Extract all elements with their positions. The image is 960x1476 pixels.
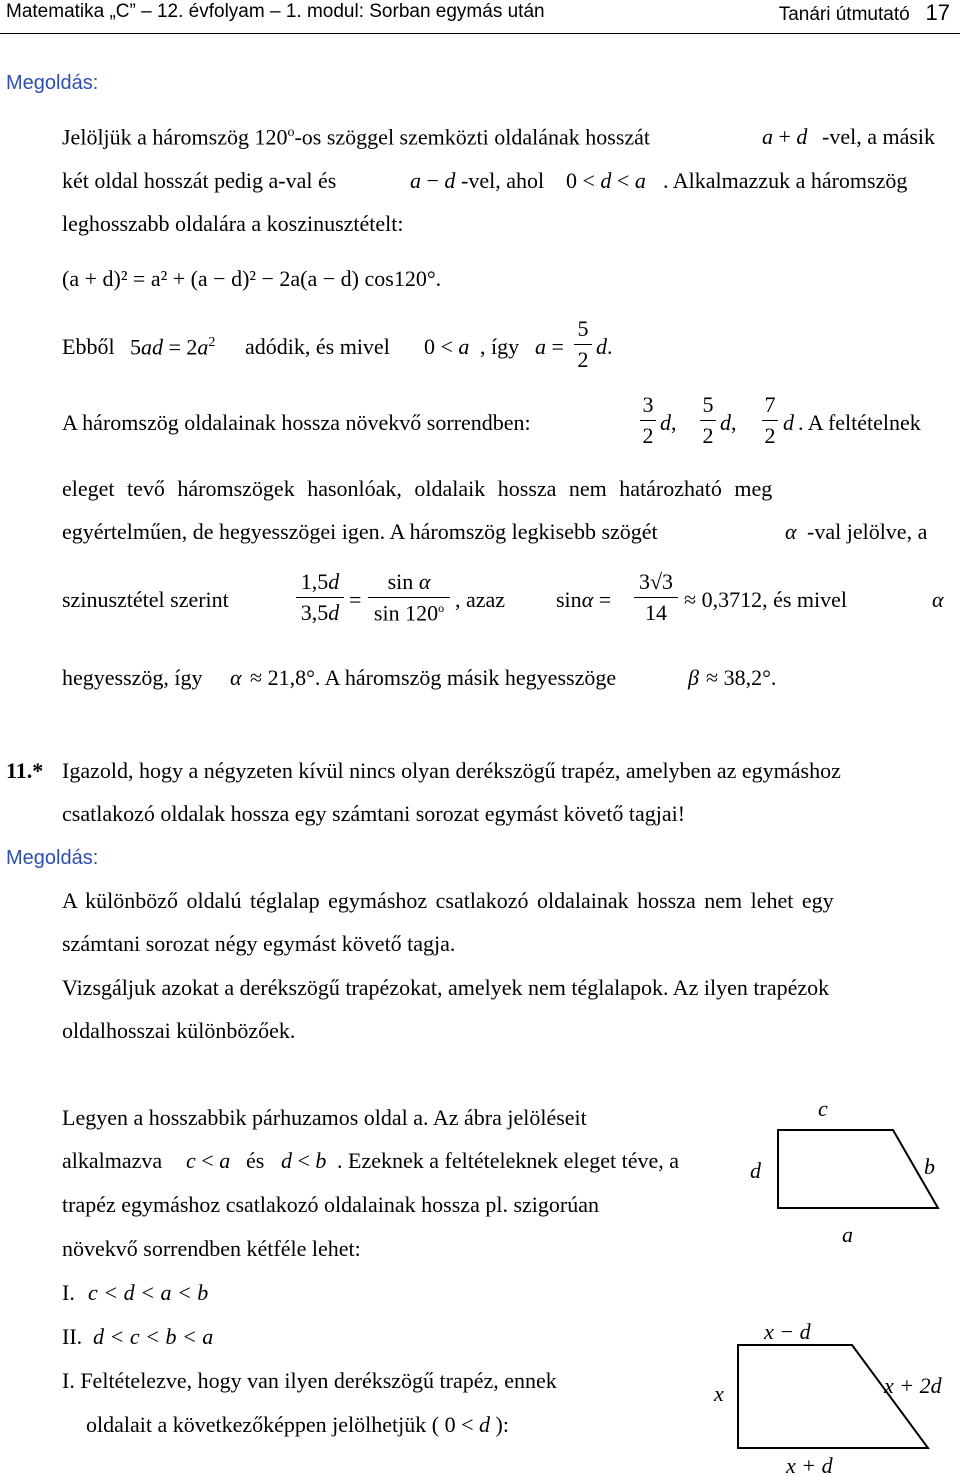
formula-0-lt-a: 0 < a bbox=[424, 334, 470, 359]
case-formula: c < d < a < b bbox=[88, 1280, 209, 1305]
text-line: Legyen a hosszabbik párhuzamos oldal a. Az ábra jelöléseit bbox=[62, 1105, 587, 1130]
page-number: 17 bbox=[925, 0, 950, 25]
fraction-sine: sin α sin 120$^o$ bbox=[368, 571, 450, 624]
case-label: II. bbox=[62, 1324, 83, 1349]
formula-d: d, bbox=[660, 410, 677, 435]
header-right bbox=[779, 0, 950, 26]
label-top: c bbox=[818, 1096, 828, 1121]
text-line: egyértelműen, de hegyesszögei igen. A háromszög legkisebb szögét bbox=[62, 519, 658, 544]
text-line: adódik, és mivel bbox=[245, 334, 390, 359]
text-line: Vizsgáljuk azokat a derékszögű trapézokat, amelyek nem téglalapok. Az ilyen trapézok bbox=[62, 975, 830, 1000]
text-line: . A feltételnek bbox=[798, 410, 921, 435]
task-text: csatlakozó oldalak hossza egy számtani sorozat egymást követő tagjai! bbox=[62, 801, 686, 826]
alpha-symbol: α bbox=[230, 665, 242, 690]
label-right: b bbox=[924, 1154, 935, 1179]
case-label: I. bbox=[62, 1280, 75, 1305]
task-text: Igazold, hogy a négyzeten kívül nincs olyan derékszögű trapéz, amelyben az egymáshoz bbox=[62, 758, 841, 783]
text-line: és bbox=[246, 1148, 265, 1173]
text-line: növekvő sorrendben kétféle lehet: bbox=[62, 1236, 361, 1261]
fraction-ratio: 1,5d 3,5d bbox=[296, 571, 344, 624]
text-line: ≈ 21,8°. A háromszög másik hegyesszöge bbox=[250, 665, 617, 690]
text-line: Ebből bbox=[62, 334, 115, 359]
text-line: leghosszabb oldalára a koszinusztételt: bbox=[62, 211, 404, 236]
text-line: -val jelölve, a bbox=[807, 519, 928, 544]
text-line: -vel, a másik bbox=[822, 124, 936, 149]
text-line: oldalait a következőképpen jelölhetjük ( 0 < d ): bbox=[86, 1412, 509, 1437]
text-line: , így bbox=[480, 334, 520, 359]
formula-d: d bbox=[783, 410, 794, 435]
label-bottom: x + d bbox=[786, 1453, 833, 1476]
text-line: eleget tevő háromszögek hasonlóak, oldalaik hossza nem határozható meg bbox=[62, 476, 773, 501]
solution-heading: Megoldás: bbox=[6, 72, 99, 94]
solution-heading: Megoldás: bbox=[6, 847, 99, 869]
text-line: -vel, ahol bbox=[461, 168, 545, 193]
formula-d: d. bbox=[596, 334, 613, 359]
formula-d-lt-b: d < b bbox=[281, 1148, 327, 1173]
fraction-root3: 3√3 14 bbox=[634, 571, 678, 624]
formula-5ad: $5ad = 2a^2$ bbox=[130, 334, 216, 360]
text-line: A különböző oldalú téglalap egymáshoz csatlakozó oldalainak hossza nem lehet egy bbox=[62, 888, 834, 913]
case-formula: d < c < b < a bbox=[93, 1324, 214, 1349]
text-line: Jelöljük a háromszög 120$^o$-os szöggel szemközti oldalának hosszát bbox=[62, 124, 651, 150]
beta-symbol: β bbox=[688, 665, 699, 690]
label-right: x + 2d bbox=[884, 1373, 942, 1398]
label-left: d bbox=[750, 1158, 761, 1183]
alpha-symbol: α bbox=[785, 519, 797, 544]
text-line: két oldal hosszát pedig a-val és bbox=[62, 168, 337, 193]
formula-c-lt-a: c < a bbox=[186, 1148, 231, 1173]
text-line: számtani sorozat négy egymást követő tagja. bbox=[62, 931, 456, 956]
text-line: szinusztétel szerint bbox=[62, 587, 229, 612]
formula-a-minus-d: a − d bbox=[410, 168, 456, 193]
formula-condition: 0 < d < a bbox=[566, 168, 646, 193]
text-line: , azaz bbox=[455, 587, 506, 612]
formula-a-plus-d: a + d bbox=[762, 124, 808, 149]
formula-sin-alpha: sinα = bbox=[556, 587, 612, 612]
trapezoid-figure-1 bbox=[738, 1090, 960, 1260]
trapezoid-shape bbox=[778, 1130, 938, 1208]
text-line: oldalhosszai különbözőek. bbox=[62, 1018, 296, 1043]
cosine-law-formula: (a + d)² = a² + (a − d)² − 2a(a − d) cos120°. bbox=[62, 266, 442, 291]
text-line: ≈ 0,3712, és mivel bbox=[684, 587, 848, 612]
fraction-7-2: 7 2 bbox=[762, 394, 778, 447]
equals-sign: = bbox=[349, 587, 362, 612]
page-header bbox=[0, 0, 960, 30]
text-line: alkalmazva bbox=[62, 1148, 163, 1173]
text-line: A háromszög oldalainak hossza növekvő sorrendben: bbox=[62, 410, 531, 435]
header-label: Tanári útmutató bbox=[778, 4, 910, 25]
text-line: . Alkalmazzuk a háromszög bbox=[663, 168, 908, 193]
text-line: trapéz egymáshoz csatlakozó oldalainak hossza pl. szigorúan bbox=[62, 1192, 599, 1217]
text-line: . Ezeknek a feltételeknek eleget téve, a bbox=[337, 1148, 680, 1173]
label-left: x bbox=[714, 1381, 724, 1406]
text-line: hegyesszög, így bbox=[62, 665, 203, 690]
text-line: I. Feltételezve, hogy van ilyen derékszögű trapéz, ennek bbox=[62, 1368, 557, 1393]
header-rule bbox=[0, 33, 960, 34]
formula-a-eq: a = bbox=[535, 334, 564, 359]
alpha-symbol: α bbox=[932, 587, 944, 612]
label-top: x − d bbox=[764, 1319, 811, 1344]
label-bottom: a bbox=[842, 1222, 853, 1247]
formula-d: d, bbox=[720, 410, 737, 435]
fraction-3-2: 3 2 bbox=[640, 394, 656, 447]
header-title: Matematika „C” – 12. évfolyam – 1. modul: Sorban egymás után bbox=[6, 1, 545, 22]
trapezoid-figure-2 bbox=[706, 1305, 960, 1476]
task-number: 11.* bbox=[6, 758, 44, 783]
fraction-5-2: 5 2 bbox=[574, 318, 592, 371]
fraction-5-2: 5 2 bbox=[700, 394, 716, 447]
text-line: ≈ 38,2°. bbox=[706, 665, 777, 690]
